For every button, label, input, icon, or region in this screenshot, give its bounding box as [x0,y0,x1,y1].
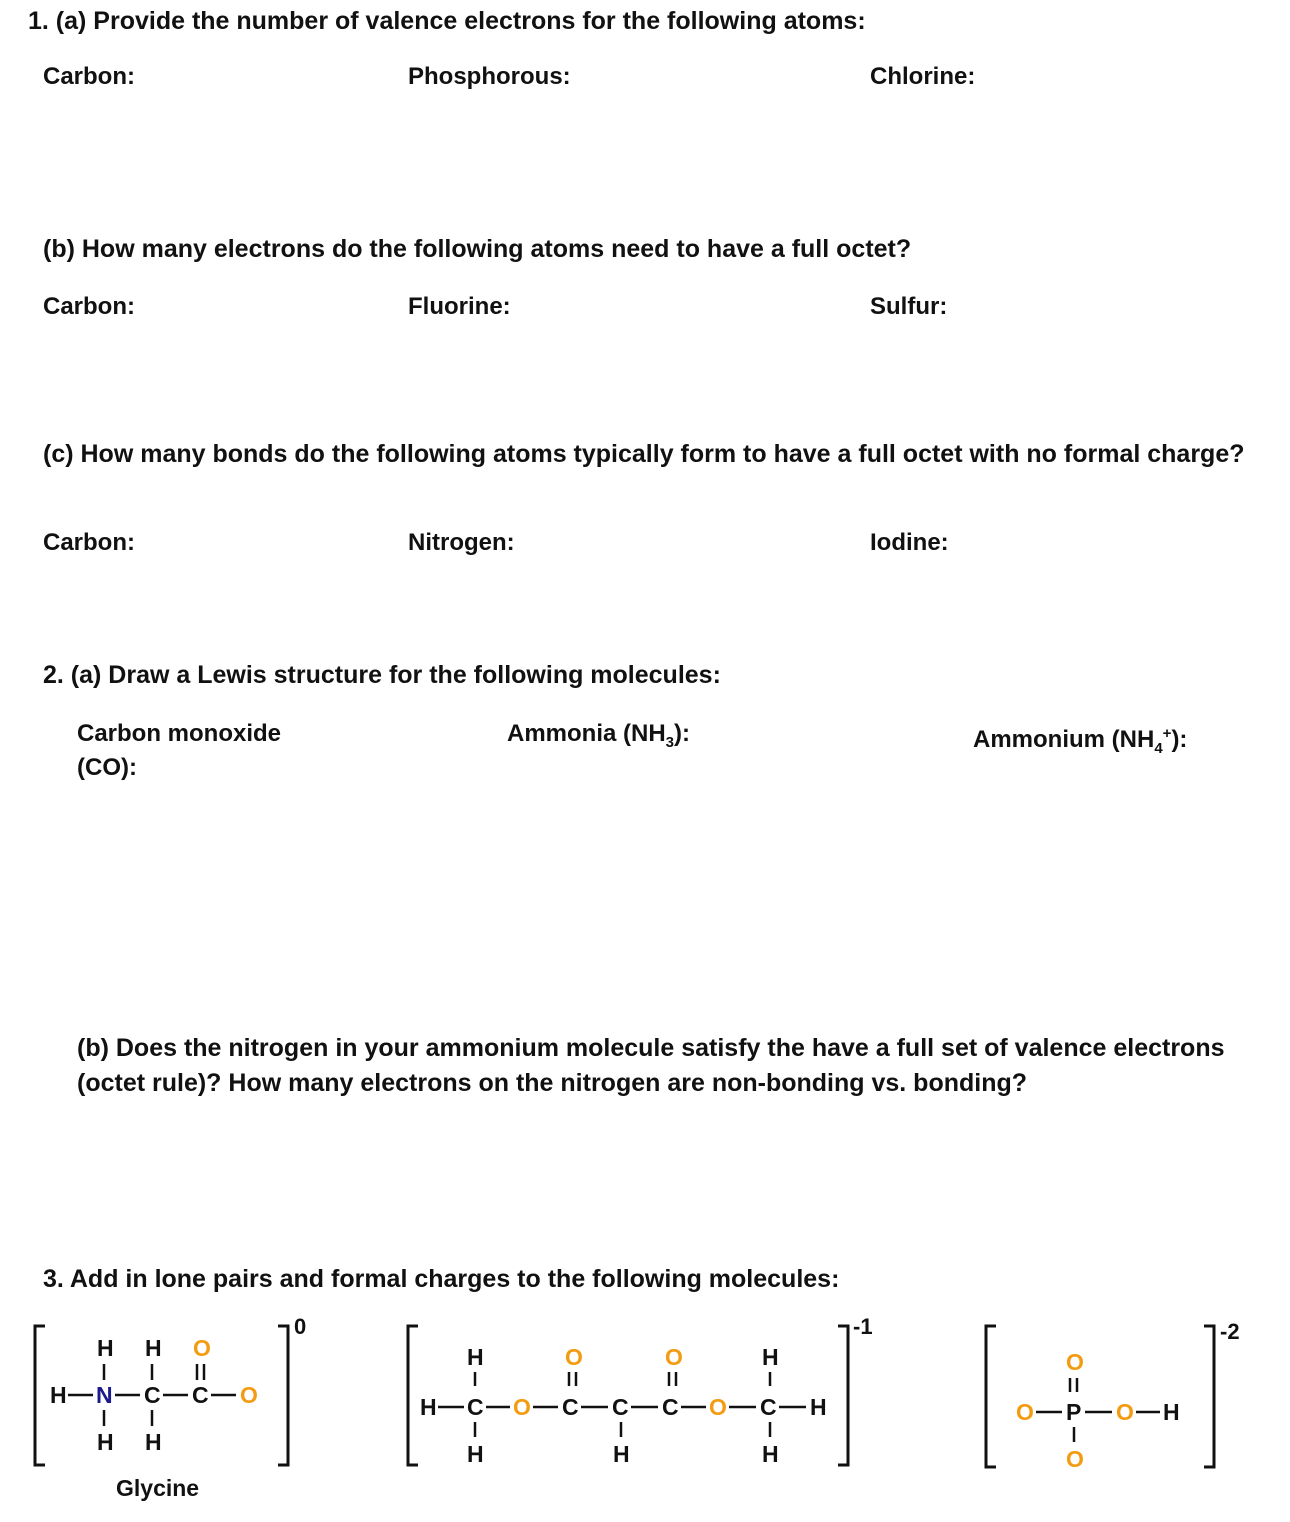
phosphate-right-bracket [1204,1326,1214,1467]
diester-c4: C [662,1394,679,1420]
glycine-c-carboxyl: C [192,1382,209,1408]
phosphate-o-bottom: O [1066,1446,1084,1472]
glycine-h-left: H [50,1382,67,1408]
q1b-heading: (b) How many electrons do the following atoms need to have a full octet? [43,235,912,263]
diester-h-c3-bottom: H [613,1441,630,1467]
diester-charge: -1 [853,1314,873,1339]
diester-h-left: H [420,1394,437,1420]
q1b-fluorine-label: Fluorine: [408,293,511,320]
phosphate-h: H [1163,1399,1180,1425]
glycine-h-n-bottom: H [97,1429,114,1455]
glycine-h-n-top: H [97,1335,114,1361]
ammonium-label: Ammonium $(NH_4^+)$: [973,725,1188,757]
q1c-carbon-label: Carbon: [43,529,135,556]
diester-h-c1-top: H [467,1344,484,1370]
q2b-question-line1: (b) Does the nitrogen in your ammonium molecule satisfy the have a full set of valence electrons [77,1034,1225,1062]
diester-h-c1-bottom: H [467,1441,484,1467]
diester-o-carbonyl-2: O [665,1344,683,1370]
diester-h-c5-bottom: H [762,1441,779,1467]
phosphate-o-left: O [1016,1399,1034,1425]
diester-o-ester-2: O [709,1394,727,1420]
q1a-carbon-label: Carbon: [43,63,135,90]
phosphate-charge: -2 [1220,1319,1240,1344]
diester-left-bracket [408,1326,418,1465]
diester-c1: C [467,1394,484,1420]
diester-c3: C [612,1394,629,1420]
q1a-chlorine-label: Chlorine: [870,63,976,90]
q3-heading: 3. Add in lone pairs and formal charges to the following molecules: [43,1265,840,1293]
phosphate-p: P [1066,1399,1082,1425]
diester-h-c5-top: H [762,1344,779,1370]
glycine-c-alpha: C [144,1382,161,1408]
glycine-charge: 0 [294,1314,307,1339]
glycine-n: N [96,1382,113,1408]
glycine-o-single: O [240,1382,258,1408]
diester-right-bracket [838,1326,848,1465]
glycine-h-c-top: H [145,1335,162,1361]
q1c-nitrogen-label: Nitrogen: [408,529,515,556]
q1b-sulfur-label: Sulfur: [870,293,948,320]
co-label-line2: (CO): [77,754,137,781]
phosphate-left-bracket [986,1326,996,1467]
glycine-o-carbonyl: O [193,1335,211,1361]
molecules-figure [0,1310,1290,1522]
diester-o-ester-1: O [513,1394,531,1420]
glycine-h-c-bottom: H [145,1429,162,1455]
q1c-heading: (c) How many bonds do the following atoms typically form to have a full octet with no formal charge? [43,440,1245,468]
q1a-phosphorous-label: Phosphorous: [408,63,571,90]
q2b-question-line2: (octet rule)? How many electrons on the nitrogen are non-bonding vs. bonding? [77,1069,1028,1097]
phosphate-o-top: O [1066,1349,1084,1375]
q1c-iodine-label: Iodine: [870,529,949,556]
glycine-right-bracket [278,1326,288,1465]
ammonia-label: Ammonia $(NH_3)$: [507,720,690,751]
diester-o-carbonyl-1: O [565,1344,583,1370]
glycine-name: Glycine [116,1475,200,1501]
q2a-heading: 2. (a) Draw a Lewis structure for the following molecules: [43,661,721,689]
diester-c5: C [760,1394,777,1420]
glycine-left-bracket [35,1326,45,1465]
phosphate-o-right: O [1116,1399,1134,1425]
diester-c2: C [562,1394,579,1420]
q1a-heading: 1. (a) Provide the number of valence electrons for the following atoms: [28,7,866,35]
phosphate-structure [986,1319,1240,1472]
diester-structure [408,1314,873,1467]
diester-h-right: H [810,1394,827,1420]
q1b-carbon-label: Carbon: [43,293,135,320]
co-label-line1: Carbon monoxide [77,720,282,747]
glycine-structure [35,1314,306,1501]
